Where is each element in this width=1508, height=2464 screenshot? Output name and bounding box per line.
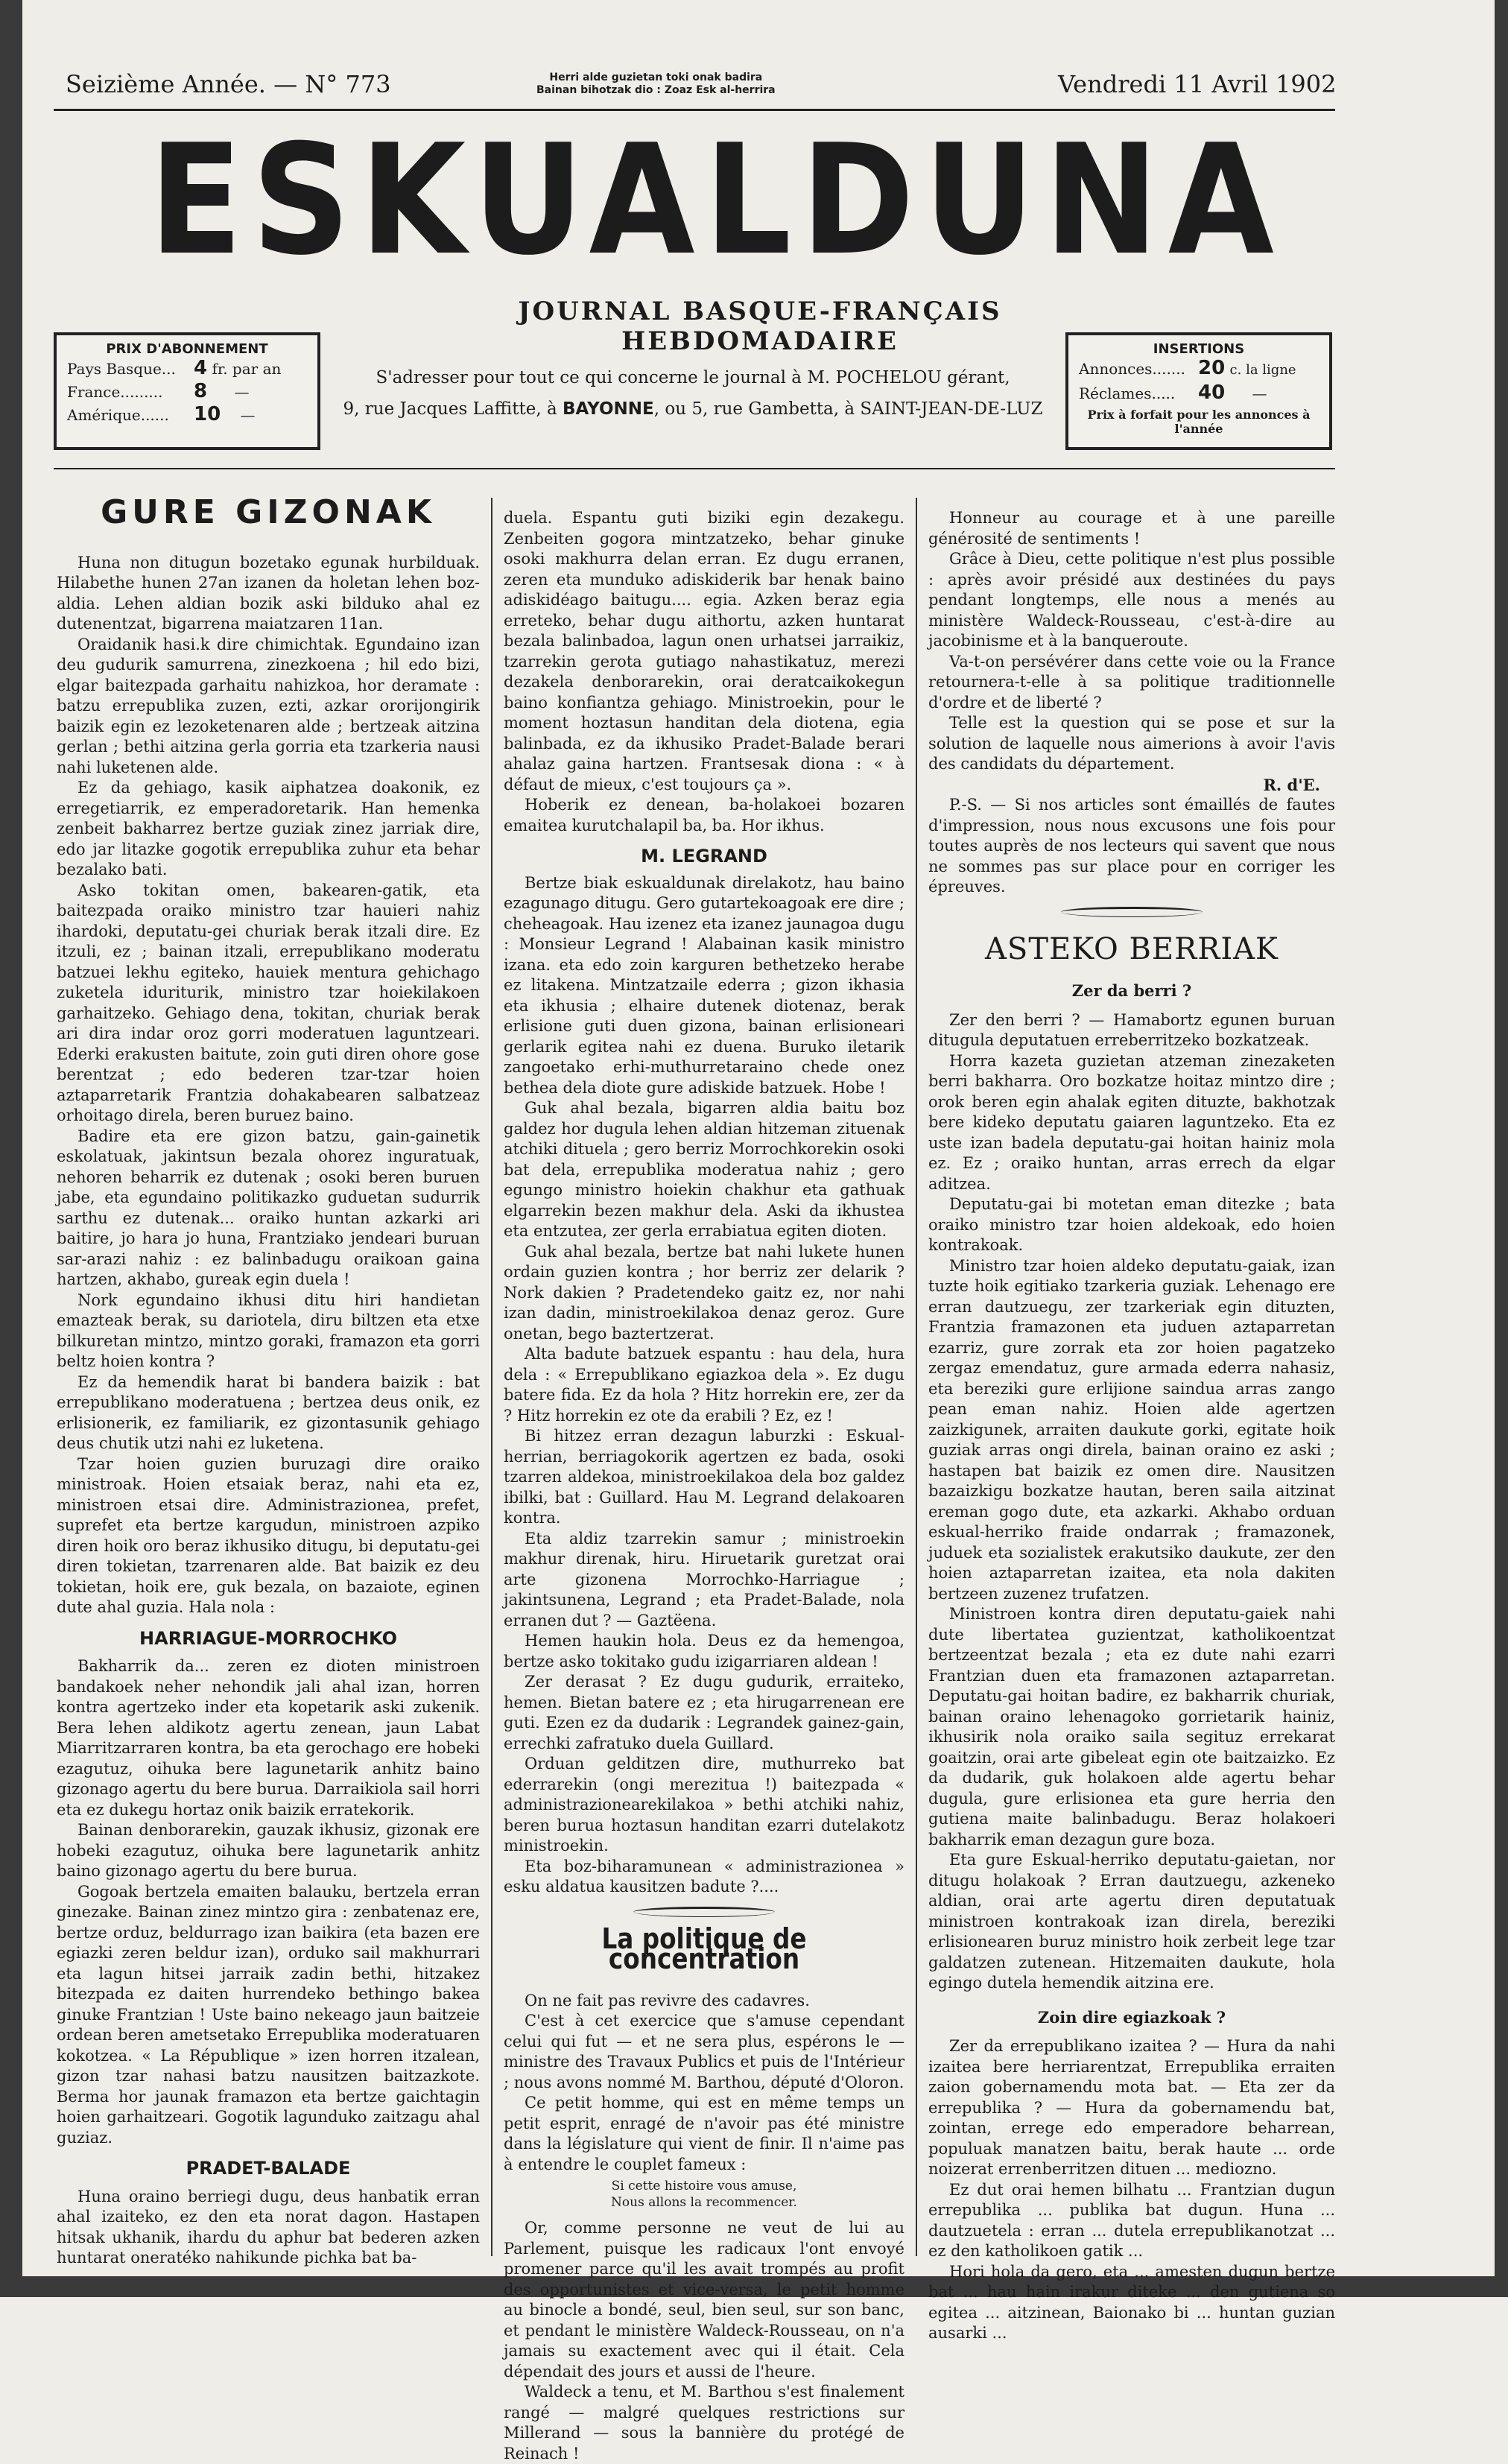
paragraph: Zer den berri ? — Hamabortz egunen buruan ditugula deputatuen erreberritzeko bozkatzeak.: [928, 1010, 1335, 1049]
postscript: P.-S. — Si nos articles sont émaillés de fautes d'impression, nous nous excusons une fois pour toutes auprès de nos lecteurs qui savent que nous ne sommes pas sur place pour en corriger les épreuves.: [928, 796, 1335, 896]
paragraph: Telle est la question qui se pose et sur la solution de laquelle nous aimerions à avoir l'avis des candidats du département.: [928, 714, 1335, 773]
paragraph: Bertze biak eskualdunak direlakotz, hau baino ezagunago ditugu. Gero gutartekoagoak ere dire ; cheheagoak. Hau izenez eta izanez jaunagoa dugu : Monsieur Legrand ! Alabainan kasik ministro izana. eta edo zoin karguren bethetzeko herabe ez litakena. Mintzatzaile ederra ; gizon ikhasia eta ikhusia ; elhaire dutenek diotenaz, berak erlisione guti duen gizona, bainan erlisioneari gerlarik egitea nahi ez duena. Buruko iletarik zangoetako erhi-muthurretaraino chede onez bethea dela diote gure adiskide batzuek. Hobe !: [504, 873, 905, 1097]
article-title: GURE GIZONAK: [101, 493, 436, 531]
paragraph: Horra kazeta guzietan atzeman zinezaketen berri bakharra. Oro bozkatze hoitaz mintzo dire ; orok beren egin ahalak egiten dituzte, bakhotzak bere kideko deputatu gaiaren laguntzeko. Eta ez uste izan badela deputatu-gai hoitan hainiz mola ez. Ez ; oraiko huntan, arras errech da elgar aditzea.: [928, 1051, 1335, 1193]
section-heading: PRADET-BALADE: [186, 2158, 351, 2179]
insertions-box: [1065, 332, 1332, 450]
column-1: [57, 493, 480, 2269]
paragraph: Honneur au courage et à une pareille générosité de sentiments !: [928, 509, 1335, 548]
article-title: ASTEKO BERRIAK: [985, 931, 1279, 966]
paragraph: Guk ahal bezala, bertze bat nahi lukete hunen ordain guzien kontra ; hor berriz zer delarik ? Nork dakien ? Pradetendeko gaitz ez, nor nahi izan dadin, ministroekilakoa denaz geroz. Gure onetan, bego baztertzerat.: [504, 1242, 905, 1343]
paragraph: Ce petit homme, qui est en même temps un petit esprit, enragé de n'avoir pas été ministre dans la législature qui vient de finir. Il n'aime pas à entendre le couplet fameux :: [504, 2094, 905, 2173]
motto: [536, 72, 776, 97]
column-2: [504, 508, 905, 2464]
paragraph: Eta gure Eskual-herriko deputatu-gaietan, nor ditugu holakoak ? Erran dautzuegu, azkeneko aldian, orai arte agertu diren deputatuak ministroen kontrakoak izan direla, bereziki erlisionearen buruz ministro hoik zerbeit lege tzar galdatzen zutenean. Hitzemaiten daukute, hola egingo dutela hemendik aitzina ere.: [928, 1851, 1335, 1992]
paragraph: Oraidanik hasi.k dire chimichtak. Egundaino izan deu gudurik samurrena, zinezkoena ; hil edo bizi, elgar baitezpada garhaitu nahizkoa, hor deramate : batzu errepublika zuzen, ezti, azkar ororijongirik baizik egin ez lezoketenaren alde ; bertzeak aitzina gerlan ; bethi aitzina gerla gorria eta tzarkeria nausi nahi luketenen alde.: [57, 635, 480, 776]
top-rule: [54, 109, 1335, 111]
column-rule: [916, 498, 917, 2256]
paragraph: Tzar hoien guzien buruzagi dire oraiko ministroak. Hoien etsaiak beraz, nahi eta ez, ministroen etsai dire. Administrazionea, prefet, suprefet eta bertze kargudun, ministroen azpiko diren hoik oro beraz ikhusiko ditugu, bi deputatu-gei diren tokietan, tzarrenaren alde. Bat baizik ez deu tokietan, hoik ere, guk bezala, on bazaiote, eginen dute ahal guzia. Hala nola :: [57, 1454, 480, 1616]
column-rule: [491, 498, 492, 2256]
paragraph: Huna non ditugun bozetako egunak hurbilduak. Hilabethe hunen 27an izanen da holetan lehen boz-aldia. Lehen aldian bozik aski bilduko ahal ez dutenentzat, bigarrena maiatzaren 11an.: [57, 553, 480, 633]
paragraph: On ne fait pas revivre des cadavres.: [525, 1991, 810, 2009]
paragraph: Nork egundaino ikhusi ditu hiri handietan emazteak berak, su dariotela, diru biltzen eta etxe bilkuretan mintzo, mintzo goraki, framazon eta gorri beltz hoien kontra ?: [57, 1290, 480, 1370]
paragraph: Ez da hemendik harat bi bandera baizik : bat errepublikano moderatuena ; bertzea deus onik, ez erlisionerik, ez familiarik, ez gizontasunik gehiago deus chutik utzi nahi ez luketena.: [57, 1372, 480, 1452]
paragraph: Bainan denborarekin, gauzak ikhusiz, gizonak ere hobeki ezagutuz, oihuka bere lagunetarik anhitz baino gizonago agertu du bere burua.: [57, 1821, 480, 1880]
issue-date: Vendredi 11 Avril 1902: [1058, 70, 1337, 98]
header-bottom-rule: [54, 468, 1335, 469]
signature: R. d'E.: [1263, 775, 1320, 794]
paragraph: Va-t-on persévérer dans cette voie ou la France retournera-t-elle à sa politique traditionnelle d'ordre et de liberté ?: [928, 652, 1335, 712]
paragraph: Alta badute batzuek espantu : hau dela, hura dela : « Errepublikano egiazkoa dela ». Ez dugu batere fida. Ez da hola ? Hitz horrekin ere, zer da ? Hitz horrekin ez ote da erabili ? Ez, ez !: [504, 1345, 905, 1425]
contact-address: [343, 362, 1043, 425]
scan-border-right: [1495, 0, 1508, 2297]
paragraph: Hori hola da gero, eta ... amesten dugun bertze bat ... hau hain irakur diteke ... den gutiena so egitea ... aitzinean, Baionako bi ... huntan guzian ausarki ...: [928, 2262, 1335, 2342]
paragraph: Bi hitzez erran dezagun laburzki : Eskual-herrian, berriagokorik agertzen ez bada, osoki tzarren aldekoa, ministroekilakoa dela boz galdez ibilki, bat : Guillard. Hau M. Legrand delakoaren kontra.: [504, 1427, 905, 1527]
paragraph: Hemen haukin hola. Deus ez da hemengoa, bertze asko tokitako gudu izigarriaren aldean !: [504, 1632, 905, 1670]
paragraph: Or, comme personne ne veut de lui au Parlement, puisque les radicaux l'ont envoyé promener parce qu'il les avait trompés au profit des opportunistes et vice-versa, le petit homme au binocle a bondé, seul, bien seul, sur son banc, et pendant le ministère Waldeck-Rousseau, on n'a jamais su exactement avec qui il était. Cela dépendait des jours et aussi de l'heure.: [504, 2219, 905, 2381]
ornament-rule: [633, 1907, 775, 1917]
paragraph: Asko tokitan omen, bakearen-gatik, eta baitezpada oraiko ministro tzar hauieri nahiz ihardoki, deputatu-gei churiak berak itzali dire. Ez itzuli, ez ; bainan itzali, errepublikano moderatu batzuei lekhu egiteko, hauiek mentura gehichago zuketela iduriturik, ministro tzar hoiekilakoen garhaitzeko. Gehiago dena, tokitan, churiak berak ari dira indar oroz gorri moderatuen laguntzeari. Ederki erakusten baitute, zoin guti diren ohore gose berentzat ; edo bederen tzar-tzar hoien aztaparretarik Frantzia dohakabearen salbatzeaz orhoitago direla, beren buruez baino.: [57, 881, 480, 1124]
paragraph: Bakharrik da... zeren ez dioten ministroen bandakoek neher nehondik jali ahal izan, horren kontra agertzeko inder eta kopetarik aski zukenik. Bera lehen aldikotz agertu zenean, jaun Labat Miarritzarraren kontra, ba eta gerochago ere hobeki ezagutuz, oihuka bere lagunetarik anhitz baino gizonago agertu du bere burua. Darraikiola sail horri eta ez dukegu hortaz onik baizik erratekorik.: [57, 1657, 480, 1819]
address-line-2: 9, rue Jacques Laffitte, à BAYONNE, ou 5, rue Gambetta, à SAINT-JEAN-DE-LUZ: [343, 399, 1043, 419]
column-3: [928, 508, 1335, 2344]
address-line-1: S'adresser pour tout ce qui concerne le journal à M. POCHELOU gérant,: [376, 368, 1010, 387]
article-title: La politique de concentration: [601, 1922, 807, 1975]
paragraph: Gogoak bertzela emaiten balauku, bertzela erran ginezake. Bainan zinez mintzo gira : zenbatenaz ere, bertze orduz, beldurrago izan baikira (eta bazen ere egiazki zeren beldur izan), orduko sail makhurrari eta lagun hitsei jarraik zadin bethi, hitzakez bitezpada ez daiten hurrendeko bethingo bakea ginuke Frantzian ! Uste baino nekeago jaun baitzeie ordean beren ametsetako Errepublika moderatuaren kokotzea. « La République » izen horren itzalean, gizon tzar nahasi batzu nausitzen baitzazkote. Berma hor jaunak framazon eta bertze gaichtagin hoien garhaitzeari. Gogotik lagunduko zaitzagu ahal guziaz.: [57, 1882, 480, 2147]
section-heading: HARRIAGUE-MORROCHKO: [139, 1627, 397, 1649]
subscription-row: Pays Basque... 4 fr. par an: [67, 357, 282, 379]
subscription-box: [54, 332, 320, 450]
subheading: Zer da berri ?: [1071, 981, 1192, 1000]
paragraph: Grâce à Dieu, cette politique n'est plus possible : après avoir présidé aux destinées du pays pendant longtemps, elle nous a menés au ministère Waldeck-Rousseau, c'est-à-dire au jacobinisme et à la banqueroute.: [928, 550, 1335, 650]
insertions-footer: Prix à forfait pour les annonces à l'année: [1087, 408, 1311, 436]
paragraph: Ez dut orai hemen bilhatu ... Frantzian dugun errepublika ... publika bat dugun. Huna ... dautzuetela : erran ... dutela errepublikanotzat ... ez den katholikoen gatik ...: [928, 2180, 1335, 2260]
motto-line-2: Bainan bihotzak dio : Zoaz Esk al-herrira: [536, 84, 776, 96]
insertions-row: Réclames..... 40 —: [1079, 381, 1267, 404]
ornament-rule: [1061, 907, 1203, 917]
issue-number: Seizième Année. — N° 773: [66, 70, 391, 98]
paragraph: C'est à cet exercice que s'amuse cependant celui qui fut — et ne sera plus, espérons le — ministre des Travaux Publics et puis de l'Intérieur ; nous avons nommé M. Barthou, député d'Oloron.: [504, 2012, 905, 2091]
paragraph: duela. Espantu guti biziki egin dezakegu. Zenbeiten gogora mintzatzeko, behar ginuke osoki makhurra delan erran. Ez dugu erranen, zeren eta munduko adiskiderik bar henak baino adiskidéago baitugu.... egia. Azken beraz egia erreteko, behar dugu aithortu, azken huntarat bezala balinbadoa, lagun onen urhatsei jarraikiz, tzarrekin gerota gutiago nahastikatuz, merezi dezakela denborarekin, orai deratcaikokegun baino konfiantza gehiago. Ministroekin, pour le moment hoztasun handitan dela diotena, egia balinbada, ez da ikhusiko Pradet-Balade berari ahalaz gaina hartzen. Frantsesak diona : « à défaut de mieux, c'est toujours ça ».: [504, 509, 905, 794]
paragraph: Hoberik ez denean, ba-holakoei bozaren emaitea kurutchalapil ba, ba. Hor ikhus.: [504, 796, 905, 834]
paragraph: Eta aldiz tzarrekin samur ; ministroekin makhur direnak, hiru. Hiruetarik guretzat orai arte gizonena Morrochko-Harriague ; jakintsunena, Legrand ; eta Pradet-Balade, nola erranen dut ? — Gaztëena.: [504, 1529, 905, 1630]
paragraph: Zer da errepublikano izaitea ? — Hura da nahi izaitea bere herriarentzat, Errepublika erraiten zaion gobernamendu mota bat. — Eta zer da errepublika ? — Hura da gobernamendu bat, zointan, errege edo emperadore beharrean, populuak manatzen baitu, berak haute ... orde noizerat errenberritzen dituen ... mediozno.: [928, 2037, 1335, 2178]
paragraph: Deputatu-gai bi motetan eman ditezke ; bata oraiko ministro tzar hoien aldekoak, edo hoien kontrakoak.: [928, 1195, 1335, 1254]
subheading: Zoin dire egiazkoak ?: [1037, 2007, 1226, 2027]
section-heading: M. LEGRAND: [641, 846, 767, 867]
subscription-row: Amérique...... 10 —: [67, 403, 256, 425]
paragraph: Waldeck a tenu, et M. Barthou s'est finalement rangé — malgré quelques restrictions sur Millerand — sous la bannière du protégé de Reinach !: [504, 2383, 905, 2463]
subscription-row: France......... 8 —: [67, 380, 250, 402]
paragraph: Guk ahal bezala, bigarren aldia baitu boz galdez hor dugula lehen aldian hitzeman zituenak atchiki dituela ; gero berriz Morrochkorekin osoki bat dela, errepublika moderatua nahiz ; gero egungo ministro hoiekin chakhur eta gathuak elgarrekin bezen makhur dela. Aski da ikhustea eta entzutea, zer gerla errabiatua egiten dioten.: [504, 1099, 905, 1240]
insertions-row: Annonces....... 20 c. la ligne: [1079, 357, 1296, 379]
paragraph: Eta boz-biharamunean « administrazionea » esku aldatua kausitzen badute ?....: [504, 1857, 905, 1895]
verse-quote: Si cette histoire vous amuse, Nous allons la recommencer.: [611, 2179, 797, 2210]
paragraph: Ministroen kontra diren deputatu-gaiek nahi dute libertatea guzientzat, katholikoentzat bertzeentzat bezala ; eta ez dute nahi ezarri Frantzian duen eta framazonen aztaparretan. Deputatu-gai hoitan badire, ez bakharrik churiak, bainan oraino lehenagoko gorrietarik hainiz, ikhusirik nola oraiko saila segituz errekarat goaitzin, orai arte gibeleat egin ote baitzaizko. Ez da dudarik, guk holakoen alde agertu behar dugula, gure erlisionea eta gure herria den gutiena maite balinbadugu. Beraz holakoeri bakharrik eman dezagun gure boza.: [928, 1605, 1335, 1849]
paragraph: Ministro tzar hoien aldeko deputatu-gaiak, izan tuzte hoik egitiako tzarkeria guziak. Lehenago ere erran dautzuegu, zer tzarkeriak egin dituzten, Frantzia framazonen eta juduen aztaparretan ezarriz, gure zorrak eta zor hoien pagatzeko zergaz emendatuz, gure armada ederra nahasiz, eta bereziki gure erlijione saindua arras zango pean eman nahiz. Hoien alde agertzen zaizkigunek, arraiten daukute gorki, egitate hoik guziak arras ongi direla, bainan oraino ez aski ; hastapen bat baizik ez omen dire. Nausitzen bazaizkigu bozkatze hautan, beren saila aitzinat ereman gogo dute, eta azkarki. Akhabo orduan eskual-herriko fraide ondarrak ; framazonek, juduek eta sozialistek erakutsiko daukute, zer den hoien aztaparretan izaitea, eta nola dakiten bertzeen zuzenez trufatzen.: [928, 1256, 1335, 1603]
masthead-subtitle: JOURNAL BASQUE-FRANÇAIS HEBDOMADAIRE: [518, 297, 1002, 356]
paragraph: Orduan gelditzen dire, muthurreko bat ederrarekin (ongi merezitua !) baitezpada « administrazionearekilakoa » bethi atchiki nahiz, beren burua hoztasun handitan ezarri dutelakotz ministroekin.: [504, 1755, 905, 1855]
paragraph: Ez da gehiago, kasik aiphatzea doakonik, ez erregetiarrik, ez emperadoretarik. Han hemenka zenbeit bakharrez bertze guziak zinez jarriak dire, edo jar litazke gogotik errepublika zuhur eta behar bezalako bati.: [57, 779, 480, 878]
subscription-title: PRIX D'ABONNEMENT: [106, 341, 268, 357]
scan-border-left: [0, 0, 22, 2297]
paragraph: Badire eta ere gizon batzu, gain-gainetik eskolatuak, jakintsun bezala ohorez inguratuak, nehoren beharrik ez dutenak ; osoki beren buruen jabe, eta egundaino politikazko guduetan sudurrik sarthu ez dutenak... oraiko huntan azkarki ari baitire, jo hara jo huna, Frantziako jendeari buruan sar-arazi nahiz : ez balinbadugu oraikoan gaina hartzen, akhabo, gureak egin duela !: [57, 1127, 480, 1288]
insertions-title: INSERTIONS: [1153, 341, 1245, 357]
paragraph: Zer derasat ? Ez dugu gudurik, erraiteko, hemen. Bietan batere ez ; eta hirugarrenean ere guti. Ezen ez da dudarik : Legrandek gainez-gain, errechki zafratuko duela Guillard.: [504, 1673, 905, 1752]
paragraph: Huna oraino berriegi dugu, deus hanbatik erran ahal izaiteko, ez den eta norat dagon. Hastapen hitsak ukhanik, ihardu du aphur bat bederen azken huntarat oneratéko nahikunde pichka bat ba-: [57, 2187, 480, 2267]
motto-line-1: Herri alde guzietan toki onak badira: [549, 72, 763, 83]
masthead-title: ESKUALDUNA: [149, 113, 1284, 289]
